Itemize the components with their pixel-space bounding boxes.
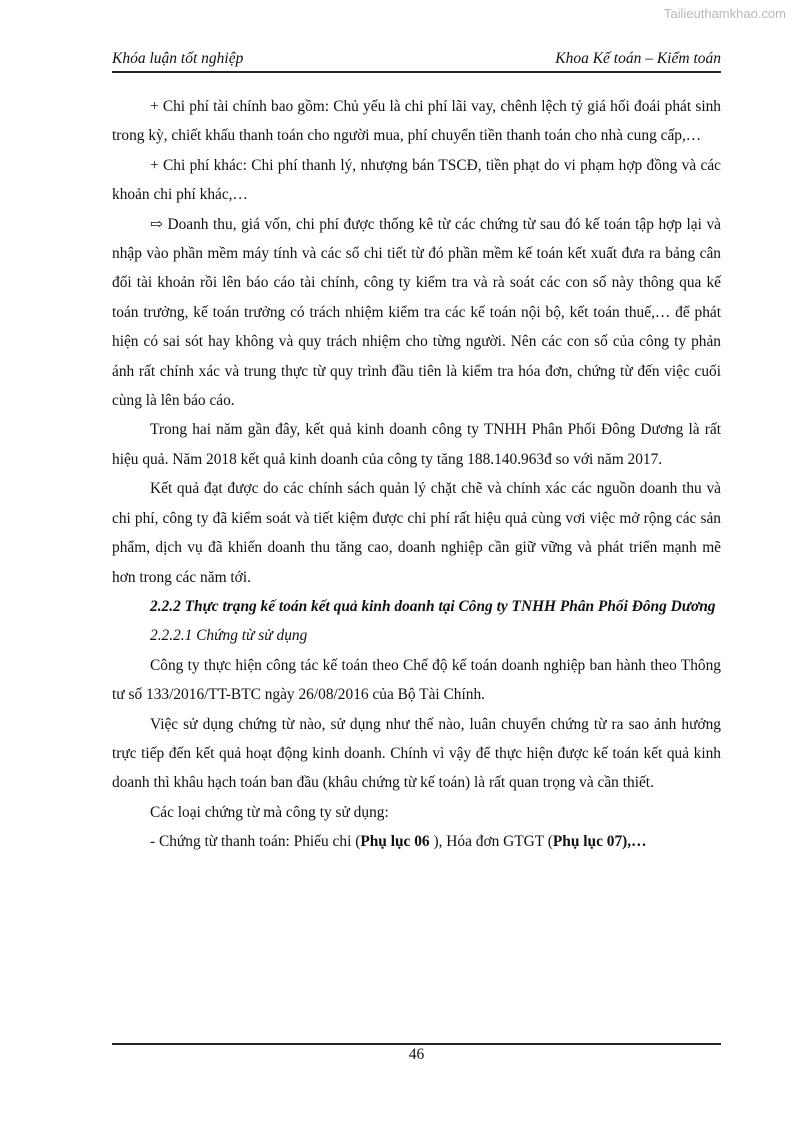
- paragraph: ⇨ Doanh thu, giá vốn, chi phí được thống kê từ các chứng từ sau đó kế toán tập hợp lại và nhập vào phần mềm máy tính và các sổ chi tiết từ đó phần mềm kế toán kết xuất đưa ra bảng cân đối tài khoản rồi lên báo cáo tài chính, công ty kiểm tra và rà soát các con số này thông qua kế toán trưởng, kế toán trưởng có trách nhiệm kiểm tra các kế toán nội bộ, kết toán thuế,… để phát hiện có sai sót hay không và quy trách nhiệm cho từng người. Nên các con số của công ty phản ánh rất chính xác và trung thực từ quy trình đầu tiên là kiểm tra hóa đơn, chứng từ đến việc cuối cùng là lên báo cáo.: [112, 215, 721, 410]
- page-content: [112, 92, 721, 857]
- paragraph: Kết quả đạt được do các chính sách quản lý chặt chẽ và chính xác các nguồn doanh thu và chi phí, công ty đã kiểm soát và tiết kiệm được chi phí rất hiệu quả cùng vơi việc mở rộng các sản phẩm, dịch vụ đã khiến doanh thu tăng cao, doanh nghiệp cần giữ vững và phát triển mạnh mẽ hơn trong các năm tới.: [112, 480, 721, 586]
- subsection-heading: 2.2.2.1 Chứng từ sử dụng: [150, 627, 308, 645]
- header-left-title: Khóa luận tốt nghiệp: [112, 50, 244, 67]
- paragraph-documents-list: [112, 827, 721, 856]
- watermark-text: Tailieuthamkhao.com: [663, 6, 786, 21]
- header-right-title: Khoa Kế toán – Kiểm toán: [555, 50, 721, 67]
- paragraph: Việc sử dụng chứng từ nào, sử dụng như thế nào, luân chuyển chứng từ ra sao ảnh hưởng trực tiếp đến kết quả hoạt động kinh doanh. Chính vì vậy để thực hiện được kế toán kết quả kinh doanh thì khâu hạch toán ban đầu (khâu chứng từ kế toán) là rất quan trọng và cần thiết.: [112, 715, 721, 792]
- paragraph: + Chi phí khác: Chi phí thanh lý, nhượng bán TSCĐ, tiền phạt do vi phạm hợp đồng và các khoản chi phí khác,…: [112, 156, 721, 204]
- section-heading: 2.2.2 Thực trạng kế toán kết quả kinh doanh tại Công ty TNHH Phân Phối Đông Dương: [150, 597, 716, 615]
- footer-divider: [112, 1043, 721, 1045]
- last-line-prefix: - Chứng từ thanh toán: Phiếu chi (: [150, 833, 361, 851]
- paragraph: Các loại chứng từ mà công ty sử dụng:: [150, 803, 389, 821]
- paragraph: Công ty thực hiện công tác kế toán theo Chế độ kế toán doanh nghiệp ban hành theo Thông tư số 133/2016/TT-BTC ngày 26/08/2016 của Bộ Tài Chính.: [112, 656, 721, 704]
- paragraph: Trong hai năm gần đây, kết quả kinh doanh công ty TNHH Phân Phối Đông Dương là rất hiệu quả. Năm 2018 kết quả kinh doanh của công ty tăng 188.140.963đ so với năm 2017.: [112, 421, 721, 468]
- appendix-06-ref: Phụ lục 06: [360, 833, 430, 851]
- paragraph: + Chi phí tài chính bao gồm: Chủ yếu là chi phí lãi vay, chênh lệch tỷ giá hối đoái phát sinh trong kỳ, chiết khấu thanh toán cho người mua, phí chuyển tiền thanh toán cho nhà cung cấp,…: [112, 98, 721, 145]
- page-header: [112, 50, 721, 73]
- appendix-07-ref: Phụ lục 07),…: [552, 833, 647, 851]
- last-line-mid: ), Hóa đơn GTGT (: [429, 833, 553, 851]
- page-number: 46: [408, 1046, 425, 1063]
